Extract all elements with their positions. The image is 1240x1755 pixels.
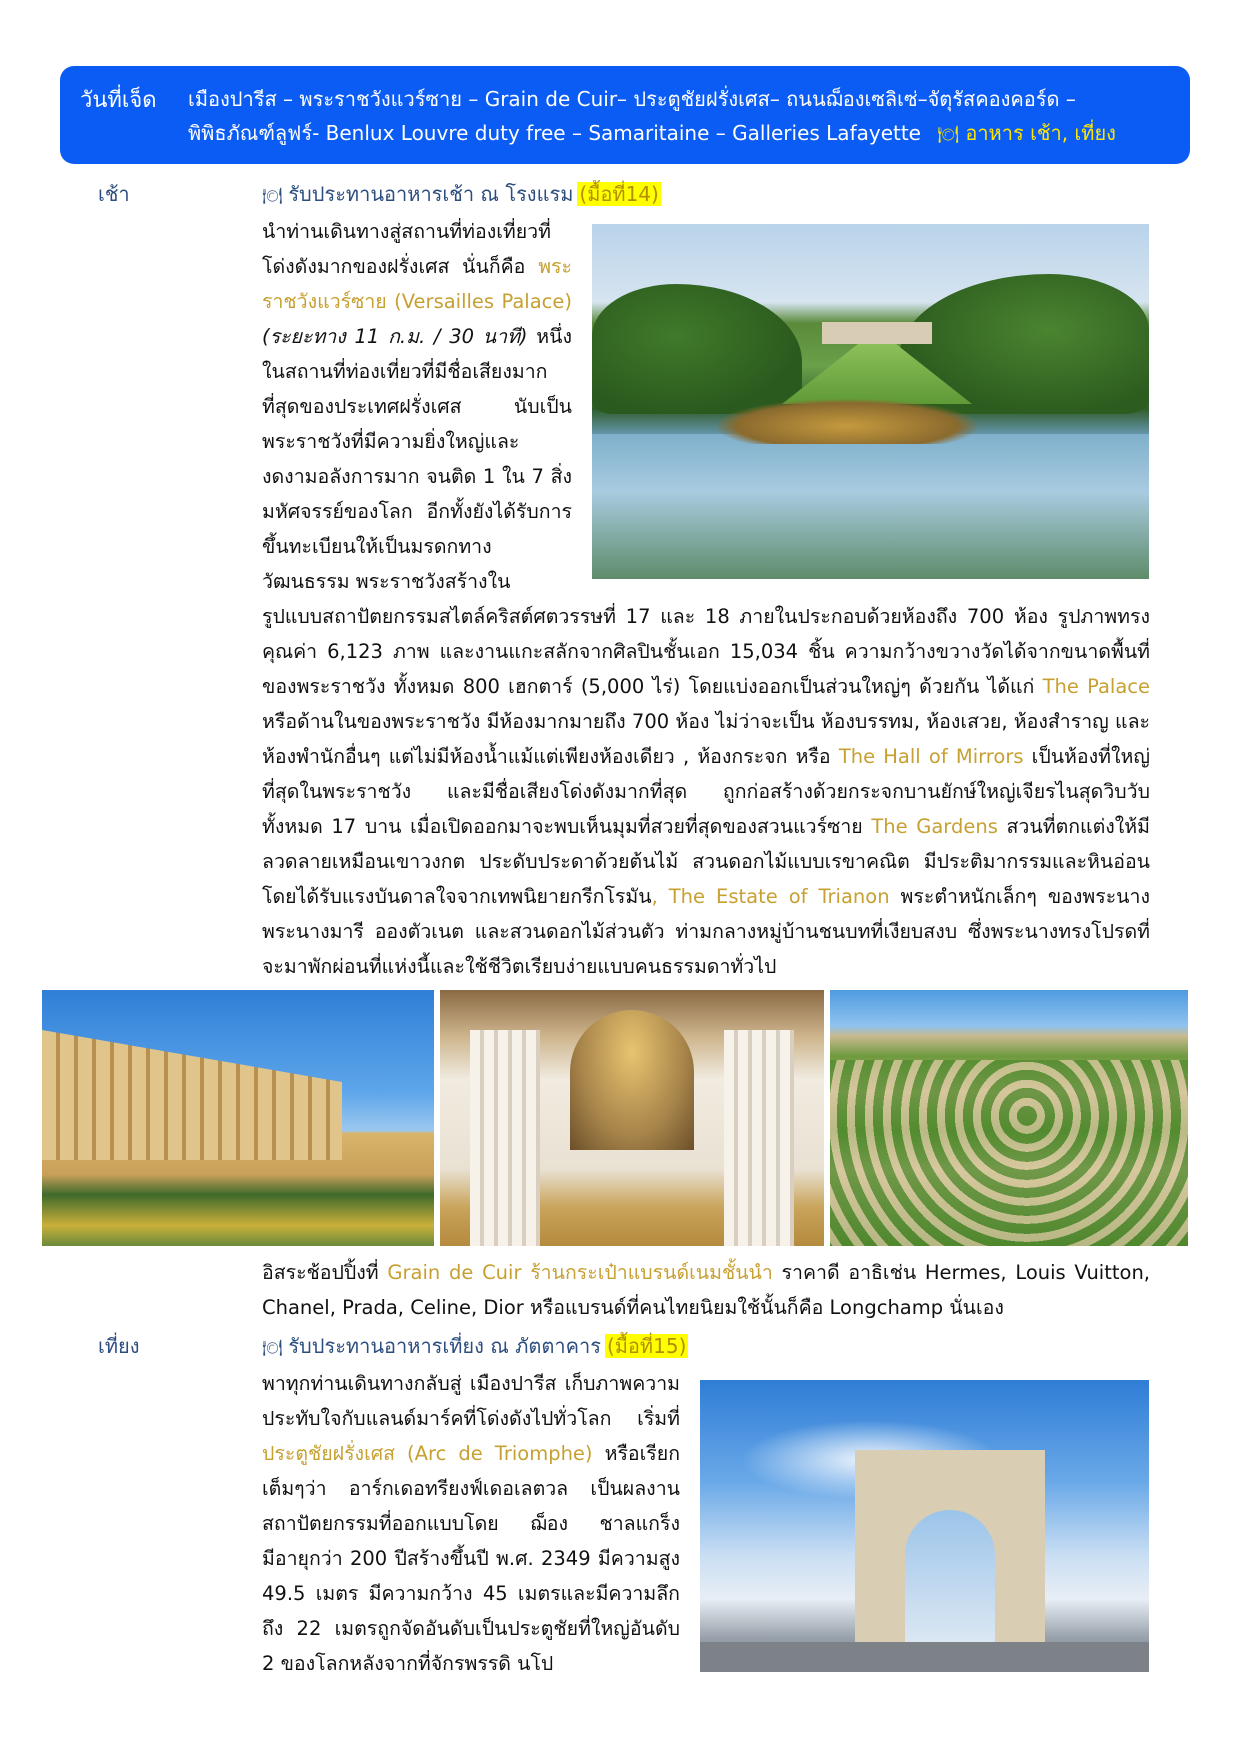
arc-de-triomphe-name: ประตูชัยฝรั่งเศส (Arc de Triomphe)	[262, 1442, 593, 1465]
hall-of-mirrors: The Hall of Mirrors	[838, 745, 1024, 768]
grain-de-cuir: Grain de Cuir ร้านกระเป๋าแบรนด์เนมชั้นนำ	[387, 1261, 773, 1284]
dish-icon: 🍽	[262, 186, 283, 205]
arc-paragraph: พาทุกท่านเดินทางกลับสู่ เมืองปารีส เก็บภาพความประทับใจกับแลนด์มาร์คที่โด่งดังไปทั่วโลก เริ่มที่ ประตูชัยฝรั่งเศส (Arc de Triomphe) หรือเรียกเต็มๆว่า อาร์กเดอทรียงฟ์เดอเลตวล เป็นผลงานสถาปัตยกรรมที่ออกแบบโดย ฌ็อง ชาลแกร็ง มีอายุกว่า 200 ปีสร้างขึ้นปี พ.ศ. 2349 มีความสูง 49.5 เมตร มีความกว้าง 45 เมตรและมีความลึกถึง 22 เมตรถูกจัดอันดับเป็นประตูชัยที่ใหญ่อันดับ 2 ของโลกหลังจากที่จักรพรรดิ นโป	[262, 1372, 681, 1675]
day-route	[188, 82, 1178, 152]
shopping-paragraph: อิสระช้อปปิ้งที่ Grain de Cuir ร้านกระเป๋าแบรนด์เนมชั้นนำ ราคาดี อาธิเช่น Hermes, Louis Vuitton, Chanel, Prada, Celine, Dior หรือแบรนด์ที่คนไทยนิยมใช้นั้นก็คือ Longchamp นั่นเอง	[262, 1261, 1151, 1319]
dish-icon: 🍽	[262, 1338, 283, 1357]
versailles-details: รูปแบบสถาปัตยกรรมสไตล์คริสต์ศตวรรษที่ 17 และ 18 ภายในประกอบด้วยห้องถึง 700 ห้อง รูปภาพทรงคุณค่า 6,123 ภาพ และงานแกะสลักจากศิลปินชั้นเอก 15,034 ชิ้น ความกว้างขวางวัดได้จากขนาดพื้นที่ของพระราชวัง ทั้งหมด 800 เฮกตาร์ (5,000 ไร่) โดยแบ่งออกเป็นส่วนใหญ่ๆ ด้วยกัน ได้แก่ The Palace หรือด้านในของพระราชวัง มีห้องมากมายถึง 700 ห้อง ไม่ว่าจะเป็น ห้องบรรทม, ห้องเสวย, ห้องสำราญ และห้องพำนักอื่นๆ แต่ไม่มีห้องน้ำแม้แต่เพียงห้องเดียว , ห้องกระจก หรือ The Hall of Mirrors เป็นห้องที่ใหญ่ที่สุดในพระราชวัง และมีชื่อเสียงโด่งดังมากที่สุด ถูกก่อสร้างด้วยกระจกบานยักษ์ใหญ่เจียรไนสุดวิบวับทั้งหมด 17 บาน เมื่อเปิดออกมาจะพบเห็นมุมที่สวยที่สุดของสวนแวร์ซาย The Gardens สวนที่ตกแต่งให้มีลวดลายเหมือนเขาวงกต ประดับประดาด้วยต้นไม้ สวนดอกไม้แบบเรขาคณิต มีประติมากรรมและหินอ่อนโดยได้รับแรงบันดาลใจจากเทพนิยายกรีกโรมัน, The Estate of Trianon พระตำหนักเล็กๆ ของพระนางพระนางมารี อองตัวเนต และสวนดอกไม้ส่วนตัว ท่ามกลางหมู่บ้านชนบทที่เงียบสงบ ซึ่งพระนางทรงโปรดที่จะมาพักผ่อนที่แห่งนี้และใช้ชีวิตเรียบง่ายแบบคนธรรมดาทั่วไป	[262, 605, 1151, 978]
breakfast-line: 🍽 รับประทานอาหารเช้า ณ โรงแรม (มื้อที่14)	[262, 182, 659, 206]
lunch-line: 🍽 รับประทานอาหารเที่ยง ณ ภัตตาคาร (มื้อที่15)	[262, 1334, 687, 1358]
day-header	[60, 66, 1190, 164]
versailles-intro: นำท่านเดินทางสู่สถานที่ท่องเที่ยวที่โด่งดังมากของฝรั่งเศส นั่นก็คือ พระราชวังแวร์ซาย (Versailles Palace) (ระยะทาง 11 ก.ม. / 30 นาที) หนึ่งในสถานที่ท่องเที่ยวที่มีชื่อเสียงมากที่สุดของประเทศฝรั่งเศส นับเป็นพระราชวังที่มีความยิ่งใหญ่และงดงามอลังการมาก จนติด 1 ใน 7 สิ่งมหัศจรรย์ของโลก อีกทั้งยังได้รับการขึ้นทะเบียนให้เป็นมรดกทางวัฒนธรรม พระราชวังสร้างใน	[262, 220, 572, 593]
versailles-garden-photo	[830, 990, 1188, 1246]
morning-label: เช้า	[98, 182, 130, 206]
day-label: วันที่เจ็ด	[80, 88, 157, 113]
noon-label: เที่ยง	[98, 1334, 140, 1358]
route-line-2: พิพิธภัณฑ์ลูฟร์- Benlux Louvre duty free – Samaritaine – Galleries Lafayette 🍽 อาหาร เช้า, เที่ยง	[188, 121, 1116, 145]
versailles-name: พระราชวังแวร์ซาย (Versailles Palace)	[262, 255, 572, 313]
dish-icon: 🍽	[937, 125, 959, 145]
meals-tag: 🍽 อาหาร เช้า, เที่ยง	[937, 121, 1116, 145]
royal-chapel-photo	[440, 990, 824, 1246]
route-line-1: เมืองปารีส – พระราชวังแวร์ซาย – Grain de Cuir– ประตูชัยฝรั่งเศส– ถนนฌ็องเซลิเซ่–จัตุรัสคองคอร์ด –	[188, 87, 1076, 111]
versailles-facade-photo	[42, 990, 434, 1246]
meal-number-badge: (มื้อที่14)	[579, 182, 659, 206]
the-palace-link: The Palace	[1042, 675, 1151, 698]
the-gardens: The Gardens	[871, 815, 998, 838]
versailles-fountain-photo	[592, 224, 1149, 579]
meal-number-badge: (มื้อที่15)	[606, 1334, 687, 1358]
estate-of-trianon: , The Estate of Trianon	[651, 885, 890, 908]
distance-note: (ระยะทาง 11 ก.ม. / 30 นาที)	[262, 325, 528, 348]
arc-de-triomphe-photo	[700, 1380, 1149, 1672]
